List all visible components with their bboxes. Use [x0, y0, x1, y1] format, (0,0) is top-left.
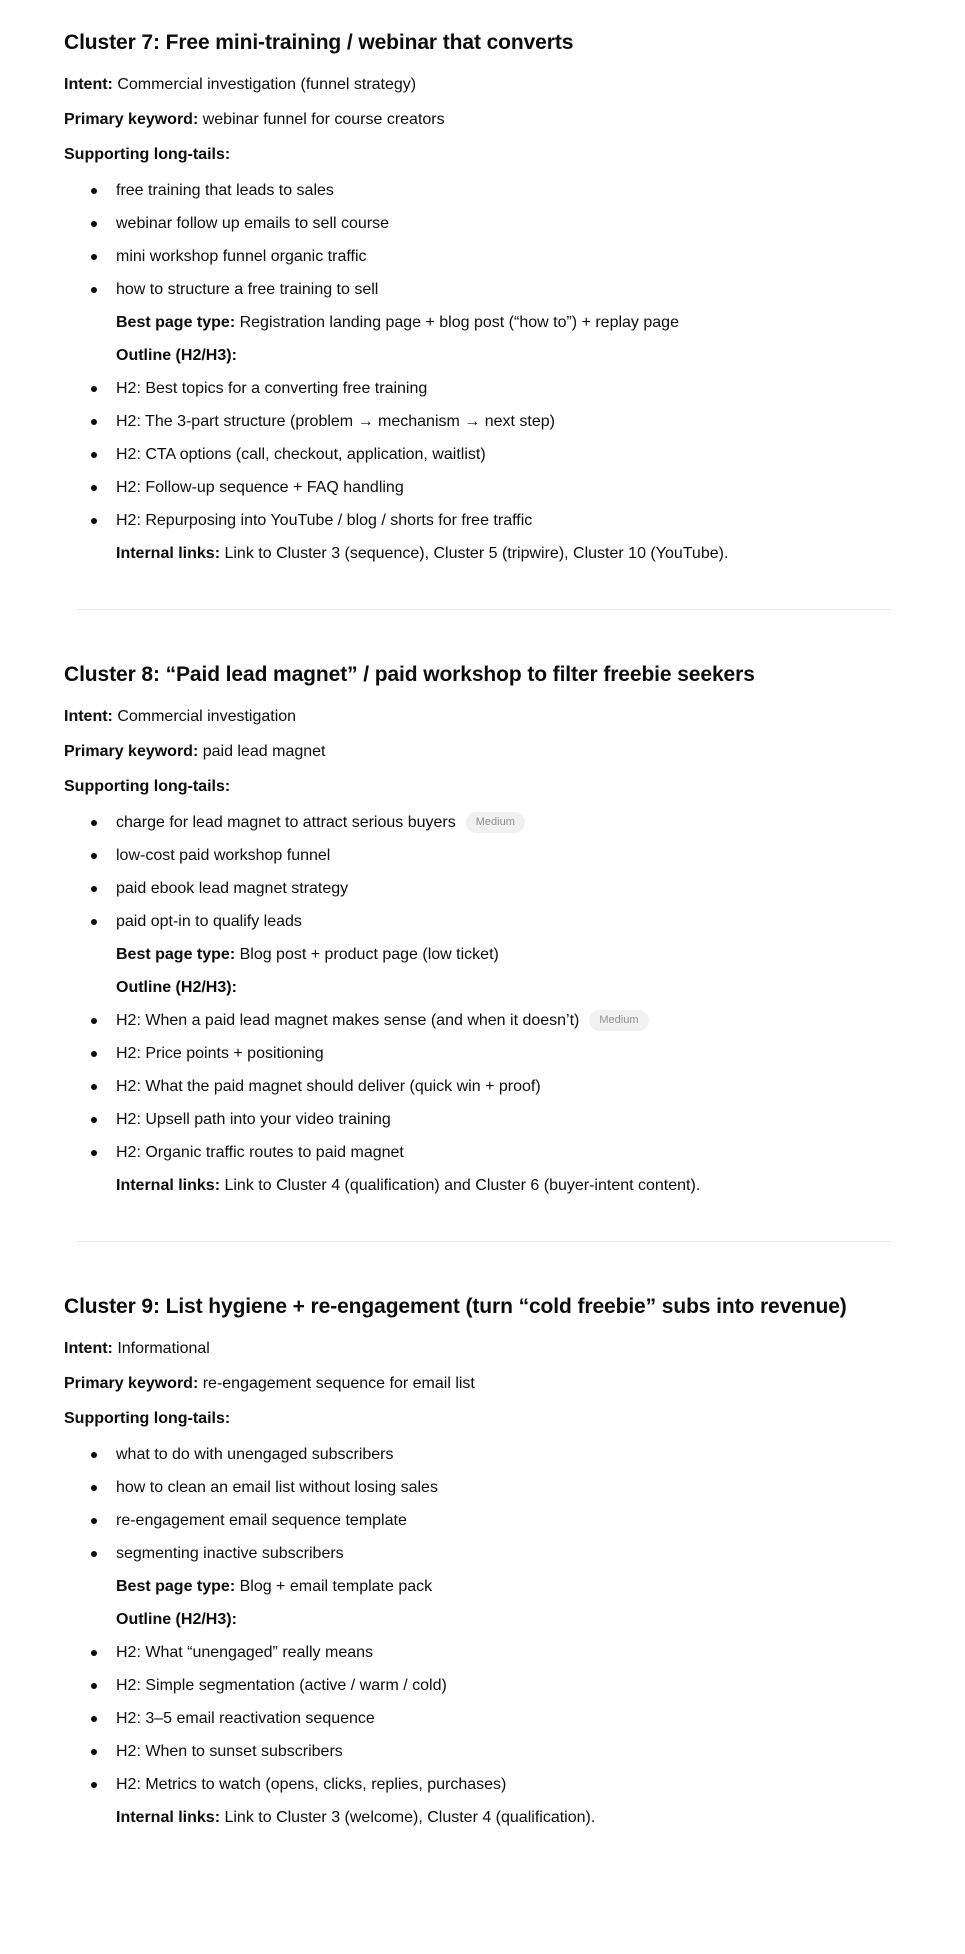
list-item: [64, 409, 903, 435]
bullet-icon: [91, 1650, 97, 1656]
bullet-icon: [91, 386, 97, 392]
meta-line: [64, 704, 903, 730]
line-text: H2: When a paid lead magnet makes sense (and when it doesn’t): [116, 1012, 580, 1029]
long-tail-outline-list: [64, 810, 903, 1199]
long-tail-outline-list: [64, 1442, 903, 1831]
list-item: [64, 1008, 903, 1034]
line-text: low-cost paid workshop funnel: [116, 847, 331, 864]
list-continuation-line: [64, 975, 903, 1001]
list-item: [64, 1074, 903, 1100]
bullet-icon: [91, 1782, 97, 1788]
line-text: Blog + email template pack: [235, 1578, 433, 1595]
bullet-icon: [91, 221, 97, 227]
section-title: Cluster 8: “Paid lead magnet” / paid workshop to filter freebie seekers: [64, 663, 755, 686]
bullet-icon: [91, 1551, 97, 1557]
difficulty-badge: Medium: [466, 812, 525, 833]
difficulty-badge: Medium: [589, 1010, 648, 1031]
list-item: [64, 277, 903, 303]
line-text: H2: The 3-part structure (problem → mechanism → next step): [116, 413, 555, 430]
cluster-section: [64, 660, 903, 1199]
line-text: H2: Best topics for a converting free training: [116, 380, 428, 397]
meta-line: [64, 1336, 903, 1362]
list-continuation-line: [64, 1574, 903, 1600]
meta-label: Intent:: [64, 708, 113, 725]
list-item: [64, 843, 903, 869]
line-text: Link to Cluster 3 (welcome), Cluster 4 (qualification).: [220, 1809, 596, 1826]
bullet-icon: [91, 1018, 97, 1024]
list-item: [64, 1442, 903, 1468]
bullet-icon: [91, 1518, 97, 1524]
meta-line: [64, 142, 903, 168]
line-label: Outline (H2/H3):: [116, 1611, 237, 1628]
meta-line: [64, 1371, 903, 1397]
line-text: Registration landing page + blog post (“how to”) + replay page: [235, 314, 679, 331]
line-text: segmenting inactive subscribers: [116, 1545, 344, 1562]
cluster-section: [64, 1292, 903, 1831]
line-text: H2: Upsell path into your video training: [116, 1111, 391, 1128]
bullet-icon: [91, 1117, 97, 1123]
list-item: [64, 1508, 903, 1534]
line-label: Internal links:: [116, 1809, 221, 1826]
meta-value: Informational: [112, 1340, 210, 1357]
bullet-icon: [91, 1452, 97, 1458]
meta-value: paid lead magnet: [198, 743, 326, 760]
meta-label: Supporting long-tails:: [64, 778, 231, 795]
bullet-icon: [91, 485, 97, 491]
clusters-content: [64, 28, 903, 1831]
line-text: how to structure a free training to sell: [116, 281, 379, 298]
line-label: Best page type:: [116, 314, 236, 331]
line-label: Best page type:: [116, 1578, 236, 1595]
list-item: [64, 810, 903, 836]
bullet-icon: [91, 1485, 97, 1491]
list-continuation-line: [64, 1173, 903, 1199]
list-continuation-line: [64, 942, 903, 968]
meta-label: Primary keyword:: [64, 743, 199, 760]
list-continuation-line: [64, 1805, 903, 1831]
bullet-icon: [91, 1084, 97, 1090]
line-text: mini workshop funnel organic traffic: [116, 248, 367, 265]
bullet-icon: [91, 1051, 97, 1057]
list-continuation-line: [64, 343, 903, 369]
bullet-icon: [91, 919, 97, 925]
line-text: Blog post + product page (low ticket): [235, 946, 499, 963]
section-title: Cluster 7: Free mini-training / webinar that converts: [64, 31, 574, 54]
bullet-icon: [91, 452, 97, 458]
list-item: [64, 475, 903, 501]
list-item: [64, 909, 903, 935]
line-text: Link to Cluster 3 (sequence), Cluster 5 (tripwire), Cluster 10 (YouTube).: [220, 545, 729, 562]
bullet-icon: [91, 1749, 97, 1755]
list-continuation-line: [64, 541, 903, 567]
section-divider: [77, 1241, 891, 1242]
bullet-icon: [91, 853, 97, 859]
section-title: Cluster 9: List hygiene + re-engagement (turn “cold freebie” subs into revenue): [64, 1295, 847, 1318]
list-item: [64, 1475, 903, 1501]
list-item: [64, 442, 903, 468]
list-item: [64, 1739, 903, 1765]
bullet-icon: [91, 820, 97, 826]
line-label: Outline (H2/H3):: [116, 979, 237, 996]
list-item: [64, 1772, 903, 1798]
list-item: [64, 211, 903, 237]
line-text: H2: Repurposing into YouTube / blog / shorts for free traffic: [116, 512, 533, 529]
line-text: H2: CTA options (call, checkout, application, waitlist): [116, 446, 486, 463]
line-label: Internal links:: [116, 545, 221, 562]
list-item: [64, 244, 903, 270]
bullet-icon: [91, 1683, 97, 1689]
list-item: [64, 1107, 903, 1133]
list-item: [64, 178, 903, 204]
line-text: H2: When to sunset subscribers: [116, 1743, 343, 1760]
cluster-section: [64, 28, 903, 567]
meta-line: [64, 107, 903, 133]
list-item: [64, 1140, 903, 1166]
line-text: Link to Cluster 4 (qualification) and Cluster 6 (buyer-intent content).: [220, 1177, 701, 1194]
line-label: Internal links:: [116, 1177, 221, 1194]
line-text: H2: Follow-up sequence + FAQ handling: [116, 479, 404, 496]
line-text: paid opt-in to qualify leads: [116, 913, 302, 930]
list-item: [64, 1673, 903, 1699]
meta-line: [64, 1406, 903, 1432]
line-text: H2: What “unengaged” really means: [116, 1644, 374, 1661]
list-item: [64, 1706, 903, 1732]
meta-value: Commercial investigation (funnel strategy): [112, 76, 417, 93]
meta-label: Primary keyword:: [64, 111, 199, 128]
meta-label: Supporting long-tails:: [64, 1410, 231, 1427]
bullet-icon: [91, 1716, 97, 1722]
line-text: H2: Organic traffic routes to paid magnet: [116, 1144, 404, 1161]
list-continuation-line: [64, 1607, 903, 1633]
bullet-icon: [91, 188, 97, 194]
meta-label: Intent:: [64, 1340, 113, 1357]
line-text: H2: What the paid magnet should deliver (quick win + proof): [116, 1078, 541, 1095]
bullet-icon: [91, 419, 97, 425]
meta-line: [64, 72, 903, 98]
list-continuation-line: [64, 310, 903, 336]
line-label: Outline (H2/H3):: [116, 347, 237, 364]
meta-label: Primary keyword:: [64, 1375, 199, 1392]
meta-line: [64, 739, 903, 765]
line-text: how to clean an email list without losing sales: [116, 1479, 438, 1496]
long-tail-outline-list: [64, 178, 903, 567]
list-item: [64, 1041, 903, 1067]
line-text: H2: Metrics to watch (opens, clicks, replies, purchases): [116, 1776, 507, 1793]
line-text: H2: 3–5 email reactivation sequence: [116, 1710, 375, 1727]
meta-label: Supporting long-tails:: [64, 146, 231, 163]
line-text: free training that leads to sales: [116, 182, 334, 199]
list-item: [64, 508, 903, 534]
list-item: [64, 1541, 903, 1567]
line-text: webinar follow up emails to sell course: [116, 215, 390, 232]
meta-label: Intent:: [64, 76, 113, 93]
list-item: [64, 376, 903, 402]
meta-value: Commercial investigation: [112, 708, 297, 725]
list-item: [64, 876, 903, 902]
section-divider: [77, 609, 891, 610]
bullet-icon: [91, 287, 97, 293]
line-text: re-engagement email sequence template: [116, 1512, 407, 1529]
meta-line: [64, 774, 903, 800]
bullet-icon: [91, 1150, 97, 1156]
line-text: what to do with unengaged subscribers: [116, 1446, 394, 1463]
meta-value: re-engagement sequence for email list: [198, 1375, 475, 1392]
bullet-icon: [91, 254, 97, 260]
bullet-icon: [91, 518, 97, 524]
line-text: H2: Price points + positioning: [116, 1045, 324, 1062]
line-label: Best page type:: [116, 946, 236, 963]
bullet-icon: [91, 886, 97, 892]
meta-value: webinar funnel for course creators: [198, 111, 445, 128]
line-text: paid ebook lead magnet strategy: [116, 880, 349, 897]
list-item: [64, 1640, 903, 1666]
line-text: charge for lead magnet to attract serious buyers: [116, 814, 456, 831]
line-text: H2: Simple segmentation (active / warm / cold): [116, 1677, 447, 1694]
